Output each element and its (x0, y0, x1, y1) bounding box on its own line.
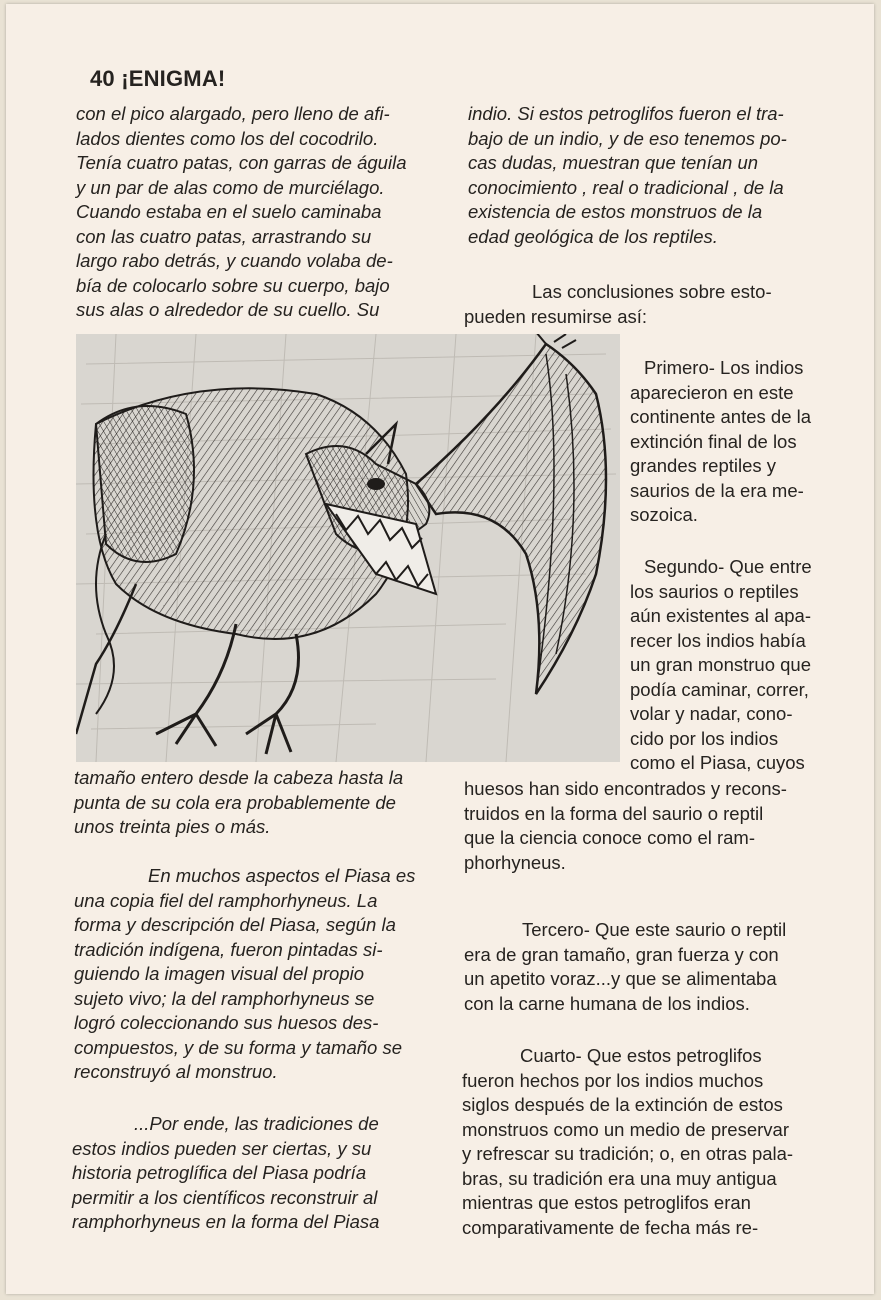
text-line: tamaño entero desde la cabeza hasta la (74, 767, 404, 788)
text-line: extinción final de los (630, 430, 797, 452)
text-line: punta de su cola era probablemente de (74, 791, 396, 813)
text-line: una copia fiel del ramphorhyneus. La (74, 889, 378, 911)
text-line: conocimiento , real o tradicional , de la (468, 176, 784, 198)
text-line: cas dudas, muestran que tenían un (468, 152, 759, 173)
text-line: y un par de alas como de murciélago. (76, 176, 385, 198)
point-two-bottom (464, 777, 834, 875)
text-line: sozoica. (630, 504, 698, 525)
piasa-dragon-illustration (76, 334, 620, 762)
text-line: largo rabo detrás, y cuando volaba de- (76, 250, 393, 271)
text-line: con las cuatro patas, arrastrando su (76, 225, 372, 247)
text-line: pueden resumirse así: (464, 305, 648, 327)
text-line: Las conclusiones sobre esto- (532, 281, 772, 302)
text-line: truidos en la forma del saurio o reptil (464, 802, 764, 824)
text-line: aparecieron en este (630, 381, 794, 403)
text-line: reconstruyó al monstruo. (74, 1061, 278, 1082)
text-line: indio. Si estos petroglifos fueron el tra- (468, 103, 784, 124)
text-line: ramphorhyneus en la forma del Piasa (72, 1211, 380, 1232)
left-after-image (74, 766, 438, 840)
page-number: 40 (90, 66, 115, 91)
text-line: guiendo la imagen visual del propio (74, 963, 365, 984)
text-line: podía caminar, correr, (630, 678, 809, 700)
left-paragraph-two (74, 864, 438, 1085)
text-line: volar y nadar, cono- (630, 703, 793, 724)
text-line: bía de colocarlo sobre su cuerpo, bajo (76, 274, 390, 296)
text-line: cido por los indios (630, 727, 779, 749)
text-line: huesos han sido encontrados y recons- (464, 778, 787, 799)
text-line: fueron hechos por los indios muchos (462, 1069, 764, 1091)
text-line: Segundo- Que entre (644, 556, 812, 577)
point-three (464, 918, 834, 1016)
text-line: un apetito voraz...y que se alimentaba (464, 968, 777, 989)
text-line: existencia de estos monstruos de la (468, 201, 763, 222)
left-paragraph-three (72, 1112, 438, 1235)
text-line: Primero- Los indios (644, 357, 804, 378)
text-line: un gran monstruo que (630, 654, 812, 675)
text-line: bajo de un indio, y de eso tenemos po- (468, 127, 787, 149)
right-column-top-text (468, 102, 830, 249)
text-line: edad geológica de los reptiles. (468, 225, 718, 247)
text-line: monstruos como un medio de preservar (462, 1118, 789, 1140)
text-line: con la carne humana de los indios. (464, 992, 750, 1014)
text-line: y refrescar su tradición; o, en otras pala- (462, 1143, 794, 1164)
page-title: ¡ENIGMA! (121, 66, 226, 91)
text-line: Cuando estaba en el suelo caminaba (76, 201, 382, 222)
text-line: logró coleccionando sus huesos des- (74, 1012, 379, 1033)
text-line: los saurios o reptiles (630, 580, 799, 602)
text-line: estos indios pueden ser ciertas, y su (72, 1137, 372, 1159)
text-line: con el pico alargado, pero lleno de afi- (76, 103, 390, 124)
text-line: aún existentes al apa- (630, 605, 812, 626)
text-line: recer los indios había (630, 629, 806, 651)
text-line: sus alas o alrededor de su cuello. Su (76, 299, 380, 320)
text-line: que la ciencia conoce como el ram- (464, 827, 756, 848)
text-line: bras, su tradición era una muy antigua (462, 1167, 777, 1189)
text-line: comparativamente de fecha más re- (462, 1216, 759, 1238)
text-line: forma y descripción del Piasa, según la (74, 914, 396, 935)
text-line: mientras que estos petroglifos eran (462, 1192, 751, 1213)
book-page (6, 4, 874, 1294)
text-line: sujeto vivo; la del ramphorhyneus se (74, 987, 375, 1009)
point-two-top (630, 555, 834, 776)
text-line: ...Por ende, las tradiciones de (134, 1113, 379, 1134)
text-line: lados dientes como los del cocodrilo. (76, 127, 379, 149)
text-line: historia petroglífica del Piasa podría (72, 1162, 367, 1183)
text-line: saurios de la era me- (630, 479, 804, 501)
page-header (90, 66, 225, 92)
text-line: siglos después de la extinción de estos (462, 1094, 783, 1115)
text-line: como el Piasa, cuyos (630, 752, 805, 773)
text-line: grandes reptiles y (630, 455, 777, 476)
text-line: phorhyneus. (464, 851, 566, 873)
point-four (462, 1044, 834, 1240)
text-line: En muchos aspectos el Piasa es (148, 865, 416, 886)
text-line: tradición indígena, fueron pintadas si- (74, 938, 383, 960)
text-line: Tercero- Que este saurio o reptil (522, 919, 787, 940)
text-line: compuestos, y de su forma y tamaño se (74, 1036, 403, 1058)
text-line: Tenía cuatro patas, con garras de águila (76, 152, 407, 173)
text-line: unos treinta pies o más. (74, 816, 271, 837)
left-column-top-text (76, 102, 436, 323)
text-line: era de gran tamaño, gran fuerza y con (464, 943, 779, 965)
text-line: continente antes de la (630, 406, 812, 427)
point-one (630, 356, 834, 528)
text-line: Cuarto- Que estos petroglifos (520, 1045, 762, 1066)
text-line: permitir a los científicos reconstruir al (72, 1186, 378, 1208)
conclusions-intro (464, 280, 830, 329)
